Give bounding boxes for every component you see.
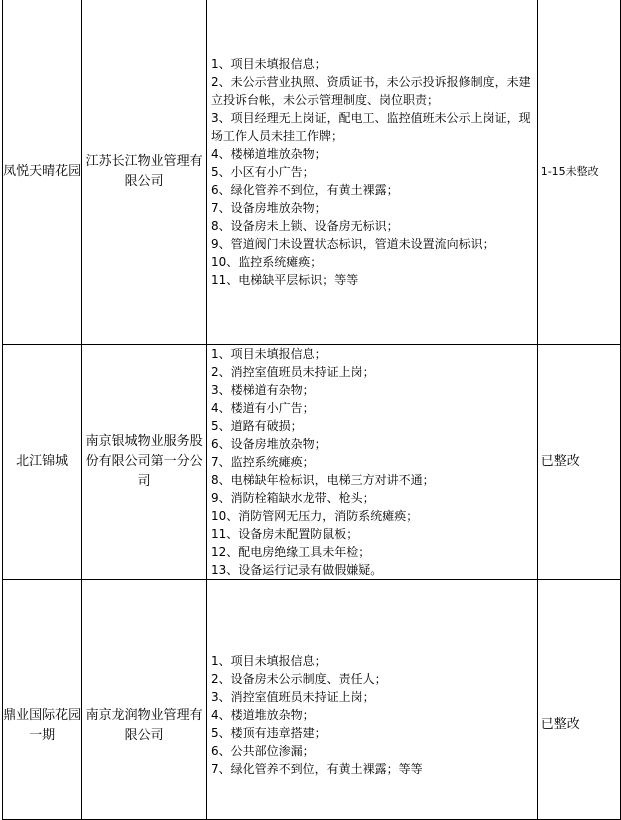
issue-item: 11、设备房未配置防鼠板； (211, 527, 359, 541)
issue-item: 3、项目经理无上岗证，配电工、监控值班未公示上岗证，现场工作人员未挂工作牌； (211, 110, 531, 143)
issues-cell (207, 0, 538, 345)
issue-item: 8、电梯缺年检标识，电梯三方对讲不通； (211, 473, 435, 487)
issue-item: 1、项目未填报信息； (211, 654, 327, 668)
issue-item: 7、监控系统瘫痪； (211, 455, 315, 469)
inspection-table (2, 0, 621, 820)
issues-cell (207, 580, 538, 820)
issue-item: 3、消控室值班员未持证上岗； (211, 690, 375, 704)
issue-item: 7、绿化管养不到位，有黄土裸露；等等 (211, 762, 423, 776)
issue-item: 2、未公示营业执照、资质证书，未公示投诉报修制度，未建立投诉台帐，未公示管理制度、岗位职责； (211, 74, 531, 107)
status-cell: 1-15未整改 (537, 0, 620, 345)
issue-item: 10、监控系统瘫痪； (211, 254, 323, 269)
issue-item: 2、消控室值班员未持证上岗； (211, 365, 375, 379)
issue-item: 4、楼梯道堆放杂物； (211, 146, 327, 161)
table-row (3, 0, 621, 345)
issue-item: 8、设备房未上锁、设备房无标识； (211, 218, 399, 233)
issue-item: 9、管道阀门未设置状态标识，管道未设置流向标识； (211, 236, 495, 251)
issue-item: 3、楼梯道有杂物； (211, 383, 315, 397)
issue-item: 1、项目未填报信息； (211, 347, 327, 361)
issue-item: 4、楼道有小广告； (211, 401, 315, 415)
issue-item: 12、配电房绝缘工具未年检； (211, 545, 371, 559)
company-cell: 江苏长江物业管理有限公司 (82, 0, 207, 345)
issue-item: 6、绿化管养不到位，有黄土裸露； (211, 182, 399, 197)
issue-item: 2、设备房未公示制度、责任人； (211, 672, 387, 686)
community-cell: 北江锦城 (3, 345, 82, 580)
table-row (3, 345, 621, 580)
issue-item: 10、消防管网无压力，消防系统瘫痪； (211, 509, 419, 523)
issue-item: 6、公共部位渗漏； (211, 744, 315, 758)
issue-item: 13、设备运行记录有做假嫌疑。 (211, 563, 383, 577)
community-cell: 鼎业国际花园一期 (3, 580, 82, 820)
issue-item: 4、楼道堆放杂物； (211, 708, 315, 722)
community-cell: 凤悦天晴花园 (3, 0, 82, 345)
issue-item: 5、道路有破损； (211, 419, 303, 433)
issue-item: 5、楼顶有违章搭建； (211, 726, 327, 740)
status-cell: 已整改 (537, 345, 620, 580)
company-cell: 南京银城物业服务股份有限公司第一分公司 (82, 345, 207, 580)
table-row (3, 580, 621, 820)
issue-item: 1、项目未填报信息； (211, 56, 327, 71)
issue-item: 9、消防栓箱缺水龙带、枪头； (211, 491, 375, 505)
issue-item: 11、电梯缺平层标识；等等 (211, 272, 359, 287)
issue-item: 7、设备房堆放杂物； (211, 200, 327, 215)
company-cell: 南京龙润物业管理有限公司 (82, 580, 207, 820)
issues-cell (207, 345, 538, 580)
issue-item: 5、小区有小广告； (211, 164, 315, 179)
issue-item: 6、设备房堆放杂物； (211, 437, 327, 451)
status-cell: 已整改 (537, 580, 620, 820)
